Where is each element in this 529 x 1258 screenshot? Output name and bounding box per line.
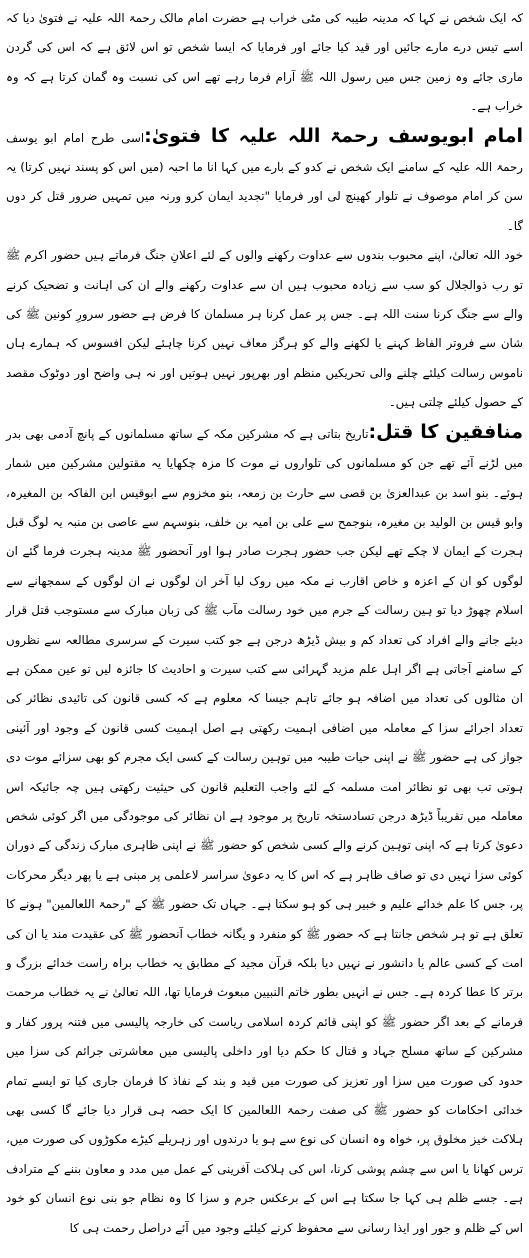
paragraph-malik-fatwa: کہ ایک شخص نے کہا کہ مدینہ طیبہ کی مٹی خراب ہے حضرت امام مالک رحمۃ اللہ علیہ نے فتویٰ دیا کہ اسے تیس درے مارے جائیں اور قید کیا جائے اور فرمایا کہ ایسا شخص تو اس لائق ہے کہ اس کی گردن ماری جائے وہ زمین جس میں رسول اللہ ﷺ آرام فرما رہے تھے اس کی نسبت وہ گمان کرتا ہے کہ وہ خراب ہے۔ <box>6 11 523 114</box>
paragraph-abu-yusuf-body: اسی طرح امام ابو یوسف رحمۃ اللہ علیہ کے سامنے ایک شخص نے کدو کے بارے میں کہا انا ما احبہ (میں اس کو پسند نہیں کرتا) یہ سن کر امام موصوف نے تلوار کھینچ لی اور فرمایا "تجدید ایمان کرو ورنہ میں تمہیں ضرور قتل کر دوں گا۔ <box>6 130 523 233</box>
paragraph-abu-yusuf-fatwa <box>6 122 523 242</box>
paragraph-munafiqin-body: تاریخ بتاتی ہے کہ مشرکین مکہ کے ساتھ مسلمانوں کے پانچ آدمی بھی بدر میں لڑنے آئے تھے جن کو مسلمانوں کی تلواروں نے موت کا مزہ چکھایا یہ مقتولین مشرکین میں شمار ہوئے۔ بنو اسد بن عبدالعزیٰ بن قصی سے حارث بن زمعہ، بنو مخزوم سے ابوقیس ابن الفاکہ بن المغیرہ، وابو قیس بن الولید بن مغیرہ، بنوجمح سے علی بن امیہ بن خلف، بنوسہم سے عاصی بن منبہ یہ لوگ قبل ہجرت کے ایمان لا چکے تھے لیکن جب حضور ہجرت صادر ہوا اور آنحضور ﷺ مدینہ ہجرت فرما گئے ان لوگوں کو ان کے اعزہ و خاص اقارب نے مکہ میں روک لیا آخر ان لوگوں نے ان لوگوں کے سمجھانے سے اسلام چھوڑ دیا تو ہین رسالت کے جرم میں خود رسالت مآب ﷺ کی زبان مبارک سے مستوجب قتل قرار دیئے جانے والے افراد کی تعداد کم و بیش ڈیڑھ درجن ہے جو کتب سیرت کے سرسری مطالعہ سے نظروں کے سامنے آجاتی ہے اگر اہل علم مزید گہرائی سے کتب سیرت و احادیث کا جائزہ لیں تو عین ممکن ہے ان مثالوں کی تعداد میں اضافہ ہو جائے تاہم جیسا کہ معلوم ہے کہ کسی قانون کی تائیدی نظائر کی تعداد اجرائے سزا کے معاملہ میں اضافی اہمیت رکھتی ہے اصل اہمیت کسی قانون کے وجود اور آئینی جواز کی ہے حضور ﷺ نے اپنی حیات طیبہ میں توہین رسالت کے کسی ایک مجرم کو بھی سزائے موت دی ہوتی تب بھی تو نظائر امت مسلمہ کے لئے واجب التعلیم قانون کی حیثیت رکھتی ہیں چہ جائیکہ اس معاملہ میں تقریباً ڈیڑھ درجن تسادستخہ تاریخ پر موجود ہے ان نظائر کی موجودگی میں اگر کوئی شخص دعویٰ کرتا ہے کہ اپنی توہین کرنے والے کسی شخص کو حضور ﷺ نے اپنی ظاہری مبارک زندگی کے دوران کوئی سزا نہیں دی تو صاف ظاہر ہے کہ اس کا یہ دعویٰ سراسر لاعلمی پر مبنی ہے یا پھر دیگر محرکات پر، جس کا علم خدائے علیم و خبیر ہی کو ہو سکتا ہے۔ جہاں تک حضور ﷺ کے "رحمۃ اللعالمین" ہونے کا تعلق ہے تو ہر شخص جانتا ہے کہ حضور ﷺ کو منفرد و یگانہ خطاب آنحضور ﷺ کی عقیدت مند یا ان کی امت کے کسی عالم یا دانشور نے نہیں دیا بلکہ قرآن مجید کے مطابق یہ خطاب براہ راست خدائے بزرگ و برتر کا عطا کردہ ہے۔ جس نے انہیں بطور خاتم النبیین مبعوث فرمایا تھا، اللہ تعالیٰ نے یہ خطاب مرحمت فرمانے کے بعد اگر حضور ﷺ کو اپنی قائم کردہ اسلامی ریاست کی خارجہ پالیسی میں فتنہ پرور کفار و مشرکین کے ساتھ مسلح جہاد و قتال کا حکم دیا اور داخلی پالیسی میں معاشرتی جرائم کی سزا میں حدود کی صورت میں سزا اور تعزیز کی صورت میں قید و بند کے نفاذ کا فرمان جاری کیا تو ایسے تمام خدائی احکامات کو حضور ﷺ کی صفت رحمۃ اللعالمین کا ایک حصہ ہی قرار دیا جائے گا کسی بھی ہلاکت خیز مخلوق پر، خواہ وہ انسان کی نوع سے ہو یا درندوں اور زہریلے کیڑے مکوڑوں کی صورت میں، ترس کھانا یا اس سے چشم پوشی کرنا، اس کی ہلاکت آفرینی کے عمل میں مدد و معاون بننے کے مترادف ہے۔ جسے ظلم ہی کہا جا سکتا ہے اس کے برعکس جرم و سزا کا وہ نظام جو بنی نوع انسان کو خود اس کے ظلم و جور اور ایذا رسانی سے محفوظ کرنے کیلئے وجود میں آئے دراصل رحمت ہی کا <box>6 426 523 1235</box>
paragraph-declaration-of-war: خود اللہ تعالیٰ، اپنے محبوب بندوں سے عداوت رکھنے والوں کے لئے اعلانِ جنگ فرماتے ہیں حضور اکرم ﷺ تو رب ذوالجلال کو سب سے زیادہ محبوب ہیں ان سے عداوت رکھنے والے ان کی اہانت و تضحیک کرنے والے سے جنگ کرنا سنت اللہ ہے۔ جس پر عمل کرنا ہر مسلمان کا فرض ہے حضور سرورِ کونین ﷺ کی شان سے فروتر الفاظ کہنے یا لکھنے والے کو ہرگز معاف نہیں کرنا چاہئے لیکن افسوس کہ ہمارے ہاں ناموس رسالت کیلئے چلنے والی تحریکیں منظم اور بھرپور نہیں ہوتیں اور نہ ہی واضح اور دوٹوک مقصد کے حصول کیلئے چلتی ہیں۔ <box>6 248 523 410</box>
heading-abu-yusuf-fatwa: امام ابویوسف رحمۃ اللہ علیہ کا فتویٰ: <box>144 124 523 147</box>
paragraph-munafiqin <box>6 418 523 1243</box>
heading-munafiqin: منافقین کا قتل: <box>368 420 523 443</box>
